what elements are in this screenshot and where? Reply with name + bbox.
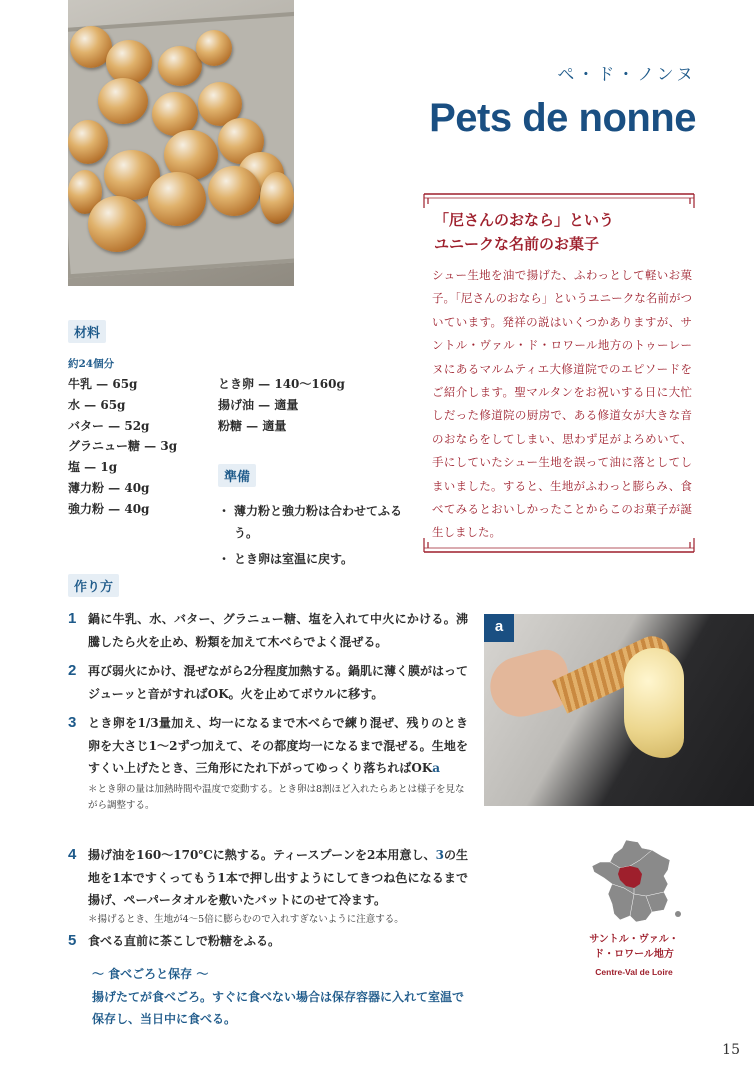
fritter: [260, 172, 294, 224]
ingredient-item: バター — 52g: [68, 418, 150, 433]
step-ref: 3: [435, 848, 444, 862]
ingredients-label: 材料: [68, 320, 106, 343]
corsica: [675, 911, 681, 917]
prep-label: 準備: [218, 464, 256, 487]
story-heading-line2: ユニークな名前のお菓子: [434, 235, 600, 253]
method-label: 作り方: [68, 574, 119, 597]
region-name-line2: ド・ロワール地方: [594, 949, 674, 960]
story-box: [420, 190, 698, 556]
step-text: の生地を1本ですくってもう1本で押し出すようにしてきつね色になるまで揚げ、ペーパータオルを敷いたバットにのせて冷ます。: [88, 848, 468, 907]
step-text: 揚げ油を160～170℃に熱する。ティースプーンを2本用意し、: [88, 848, 436, 862]
photo-badge: a: [484, 614, 514, 642]
prep-item-text: 薄力粉と強力粉は合わせてふるう。: [234, 504, 403, 540]
ingredients-col1: [68, 374, 177, 520]
method-step-3: [68, 712, 468, 814]
fritter: [68, 120, 108, 164]
storage-title: ～ 食べごろと保存 ～: [92, 967, 209, 981]
step-number: 4: [68, 846, 77, 863]
page-number: 15: [722, 1042, 740, 1058]
fritter: [106, 40, 152, 84]
bullet-icon: ・: [218, 504, 231, 518]
step-text-wrap: [88, 712, 468, 780]
ingredient-item: 粉糖 — 適量: [218, 418, 287, 433]
fritter: [148, 172, 206, 226]
prep-list: [218, 500, 408, 574]
photo-ref: a: [432, 761, 441, 775]
ingredient-item: グラニュー糖 — 3g: [68, 439, 178, 454]
fritter: [88, 196, 146, 252]
france-map-icon: [590, 838, 682, 928]
storage-body: 揚げたてが食べごろ。すぐに食べない場合は保存容器に入れて室温で保存し、当日中に食べる。: [92, 990, 465, 1026]
fritter: [98, 78, 148, 124]
step-text-wrap: [88, 844, 468, 912]
region-name-en: Centre-Val de Loire: [595, 967, 673, 977]
method-step-4: [68, 844, 468, 928]
prep-item: [218, 548, 408, 570]
fritter: [158, 46, 202, 86]
method-step-2: [68, 660, 468, 705]
ingredient-item: 水 — 65g: [68, 397, 126, 412]
ingredient-item: 強力粉 — 40g: [68, 501, 150, 516]
page-title: Pets de nonne: [429, 96, 696, 140]
story-heading-line1: 「尼さんのおなら」という: [434, 211, 615, 229]
step-photo-a: [484, 614, 754, 806]
step-note: ＊とき卵の量は加熱時間や温度で変動する。とき卵は8割ほど入れたらあとは様子を見ながら調整する。: [88, 783, 465, 811]
ingredient-item: 薄力粉 — 40g: [68, 480, 150, 495]
step-number: 1: [68, 610, 77, 627]
step-note: ＊揚げるとき、生地が4～5倍に膨らむので入れすぎないように注意する。: [88, 913, 404, 925]
method-step-1: [68, 608, 468, 653]
choux-dough: [624, 648, 684, 758]
step-text: とき卵を1/3量加え、均一になるまで木べらで練り混ぜ、残りのとき卵を大さじ1～2ずつ加えて、その都度均一になるまで混ぜる。生地をすくい上げたとき、三角形にたれ下がってゆっくり落ちればOK: [88, 716, 468, 775]
prep-item-text: とき卵は室温に戻す。: [234, 552, 354, 566]
region-name-line1: サントル・ヴァル・: [589, 934, 679, 945]
ingredients-col2: [218, 374, 345, 436]
step-number: 2: [68, 662, 77, 679]
method-step-5: [68, 930, 468, 953]
story-body: シュー生地を油で揚げた、ふわっとして軽いお菓子。「尼さんのおなら」というユニークな名前がついています。発祥の説はいくつかありますが、サントル・ヴァル・ド・ロワール地方のトゥーレーヌにあるマルムティエ大修道院でのエピソードをご紹介します。聖マルタンをお祝いする日に大忙しだった修道院の厨房で、ある修道女が大きな音のおならをしてしまい、思わず足がよろめいて、手にしていたシュー生地を誤って油に落としてしまいました。すると、生地がふわっと膨らみ、食べてみるとおいしかったことからこのお菓子が誕生しました。: [432, 268, 692, 540]
step-number: 3: [68, 714, 77, 731]
fritter: [196, 30, 232, 66]
ingredient-item: 揚げ油 — 適量: [218, 397, 299, 412]
ingredient-item: 牛乳 — 65g: [68, 377, 138, 391]
title-kana: ペ・ド・ノンヌ: [557, 65, 696, 85]
bullet-icon: ・: [218, 552, 231, 566]
step-text: 再び弱火にかけ、混ぜながら2分程度加熱する。鍋肌に薄く膜がはってジューッと音がすればOK。火を止めてボウルに移す。: [88, 664, 468, 701]
story-heading: [434, 208, 614, 256]
ingredients-yield: 約24個分: [68, 358, 115, 370]
step-number: 5: [68, 932, 77, 949]
prep-item: [218, 500, 408, 544]
fritter: [208, 166, 260, 216]
ingredient-item: とき卵 — 140～160g: [218, 377, 345, 391]
pets-de-nonne-photo: [68, 0, 294, 286]
step-text: 食べる直前に茶こしで粉糖をふる。: [88, 934, 281, 948]
ingredient-item: 塩 — 1g: [68, 460, 118, 475]
step-text: 鍋に牛乳、水、バター、グラニュー糖、塩を入れて中火にかける。沸騰したら火を止め、粉類を加えて木べらでよく混ぜる。: [88, 612, 468, 649]
region-name: [584, 932, 684, 962]
